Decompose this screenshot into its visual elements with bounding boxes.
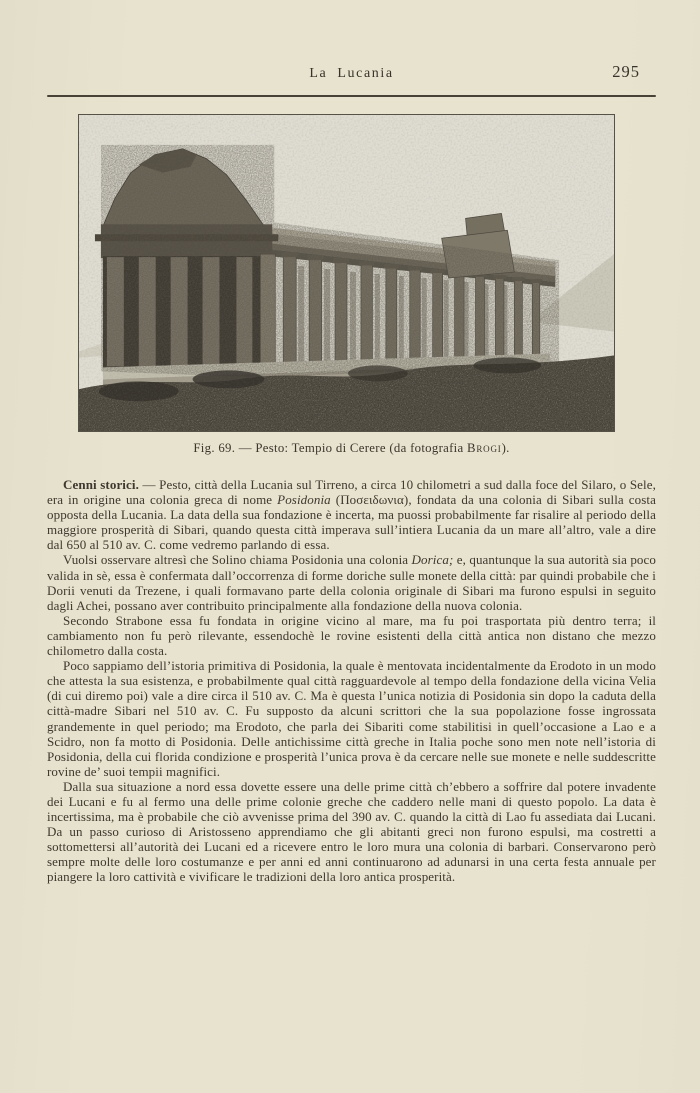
caption-text: Fig. 69. — Pesto: Tempio di Cerere (da fotografia — [193, 441, 468, 455]
paragraph-erodoto: Poco sappiamo dell’istoria primitiva di Posidonia, la quale è mentovata incidentalmente da Erodoto in un modo che attesta la sua esistenza, e probabilmente qual città ragguardevole al tempo della fondazione della vicina Velia (di cui diremo poi) vale a dire circa il 510 av. C. Ma è questa l’unica notizia di Posidonia sin dopo la caduta della città-madre Sibari nel 510 av. C. Fu supposto da alcuni scrittori che la sua popolazione fosse ingrossata grandemente in quel periodo; ma Erodoto, che parla dei Sibariti come stabilitisi in quell’occasione a Lao e a Scidro, non fa motto di Posidonia. Delle antichissime città greche in Italia poche sono men note nell’istoria di Posidonia, della cui florida condizione e prosperità l’unica prova è da cercare nelle sue monete e nelle suddescritte rovine de’ suoi tempii magnifici. — [47, 658, 656, 779]
running-title: La Lucania — [309, 66, 394, 81]
figure-plate — [78, 114, 615, 432]
caption-photographer: Brogi — [467, 441, 502, 455]
paragraph-strabone: Secondo Strabone essa fu fondata in origine vicino al mare, ma fu poi trasportata più dentro terra; il cambiamento non fu però rilevante, essendochè le rovine esistenti della città antica non distano che mezzo chilometro dalla costa. — [47, 612, 656, 659]
paragraph-lucani: Dalla sua situazione a nord essa dovette essere una delle prime città ch’ebbero a soffrire dal potere invadente dei Lucani e fu al fermo una delle prime colonie greche che caddero nelle mani di questo popolo. La data è incertissima, ma è probabile che ciò avvenisse prima del 390 av. C. quando la città di Lao fu assediata dai Lucani. Da un passo curioso di Aristosseno apprendiamo che gli abitanti greci non furono espulsi, ma costretti a sottomettersi all’autorità dei Lucani ed a ricevere entro le loro mura una colonia di barbari. Conservarono però sempre molte delle loro costumanze e per anni ed anni continuarono ad adunarsi in una certa festa annuale per piangere la loro cattività e vivificare le tradizioni della loro antica prosperità. — [47, 778, 656, 885]
paragraph-cenni-storici: Cenni storici. — Pesto, città della Lucania sul Tirreno, a circa 10 chilometri a sud dalla foce del Silaro, o Sele, era in origine una colonia greca di nome Posidonia (Ποσειδωνια), fondata da una colonia di Sibari sulla costa opposta della Lucania. La data della sua fondazione è incerta, ma puossi probabilmente far risalire al periodo della maggiore prosperità di Sibari, quando questa città imperava sull’intiera Lucania da un mare all’altro, vale a dire dal 650 al 510 av. C. come vedremo parlando di essa. — [47, 477, 656, 553]
page-number: 295 — [612, 62, 640, 81]
figure-caption — [47, 441, 656, 456]
body-text — [47, 477, 656, 885]
header-rule — [47, 95, 656, 97]
caption-suffix: ). — [501, 441, 510, 455]
paragraph-solino: Vuolsi osservare altresì che Solino chiama Posidonia una colonia Dorica; e, quantunque la sua autorità sia poco valida in sè, essa è confermata dall’occorrenza di forme doriche sulle monete della città: par quindi probabile che i Dorii venuti da Trezene, i quali formavano parte della colonia originale di Sibari ma furono espulsi in seguito dagli Achei, possano aver contribuito principalmente alla fondazione della nuova colonia. — [47, 552, 656, 613]
temple-engraving — [79, 115, 614, 431]
